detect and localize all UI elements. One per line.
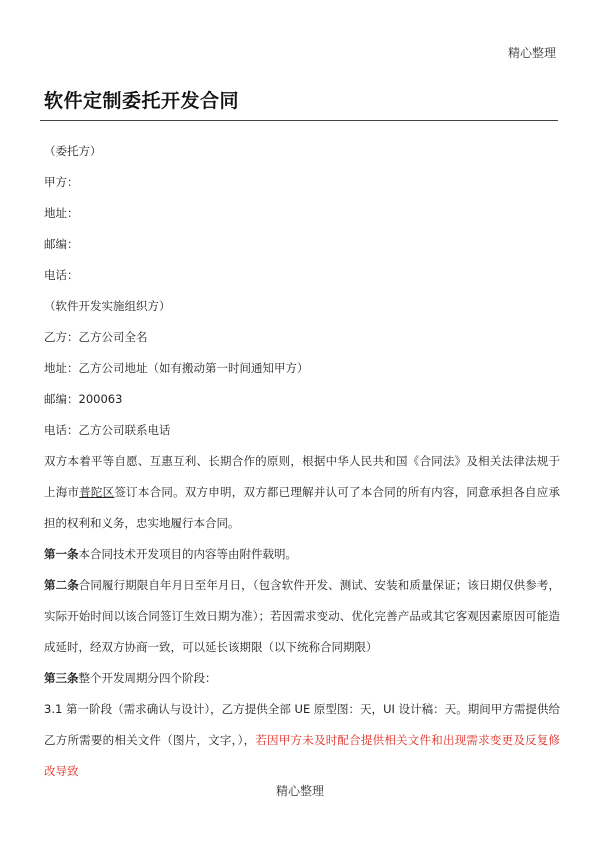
party-b-name: 乙方：乙方公司全名	[44, 330, 148, 344]
intro-underlined-district: 普陀区	[79, 485, 115, 499]
party-b-phone: 电话：乙方公司联系电话	[44, 423, 171, 437]
article-3-text: 整个开发周期分四个阶段：	[78, 671, 217, 685]
party-b-role: （软件开发实施组织方）	[44, 299, 171, 313]
article-3	[44, 663, 560, 694]
stage-1-red-text: 若因甲方未及时配合提供相关文件和出现需求变更及反复修改导致	[44, 733, 561, 778]
party-b-zip: 邮编：200063	[44, 392, 123, 406]
article-2-label: 第二条	[44, 578, 79, 592]
article-1	[44, 539, 560, 570]
party-a-address-label: 地址：	[44, 206, 79, 220]
article-2	[44, 570, 560, 663]
party-a-name-label: 甲方：	[44, 175, 79, 189]
stage-1	[44, 694, 560, 787]
article-2-text: 合同履行期限自年月日至年月日，（包含软件开发、测试、安装和质量保证；该日期仅供参考，实际开始时间以该合同签订生效日期为准）；若因需求变动、优化完善产品或其它客观因素原因可能造成延时，经双方协商一致，可以延长该期限（以下统称合同期限）	[44, 578, 561, 654]
stage-1-text: 3.1 第一阶段（需求确认与设计），乙方提供全部 UE 原型图：天，UI 设计稿：天。期间甲方需提供给乙方所需要的相关文件（图片，文字，），	[44, 702, 560, 747]
footer-note: 精心整理	[275, 784, 324, 798]
intro-text-2: 签订本合同。双方申明，双方都已理解并认可了本合同的所有内容，同意承担各自应承担的权利和义务，忠实地履行本合同。	[44, 485, 561, 530]
party-a-phone-label: 电话：	[44, 268, 79, 282]
article-1-text: 本合同技术开发项目的内容等由附件载明。	[78, 547, 297, 561]
document-body	[44, 142, 560, 787]
party-a-role: （委托方）	[44, 144, 102, 158]
article-1-label: 第一条	[44, 547, 79, 561]
intro-paragraph	[44, 446, 560, 539]
party-b-address: 地址：乙方公司地址（如有搬动第一时间通知甲方）	[44, 361, 309, 375]
document-title: 软件定制委托开发合同	[44, 90, 240, 112]
title-divider	[40, 120, 558, 121]
article-3-label: 第三条	[44, 671, 79, 685]
header-note: 精心整理	[507, 46, 556, 60]
party-a-zip-label: 邮编：	[44, 237, 79, 251]
intro-text-1: 双方本着平等自愿、互惠互利、长期合作的原则，根据中华人民共和国《合同法》及相关法律法规于上海市	[44, 454, 560, 499]
